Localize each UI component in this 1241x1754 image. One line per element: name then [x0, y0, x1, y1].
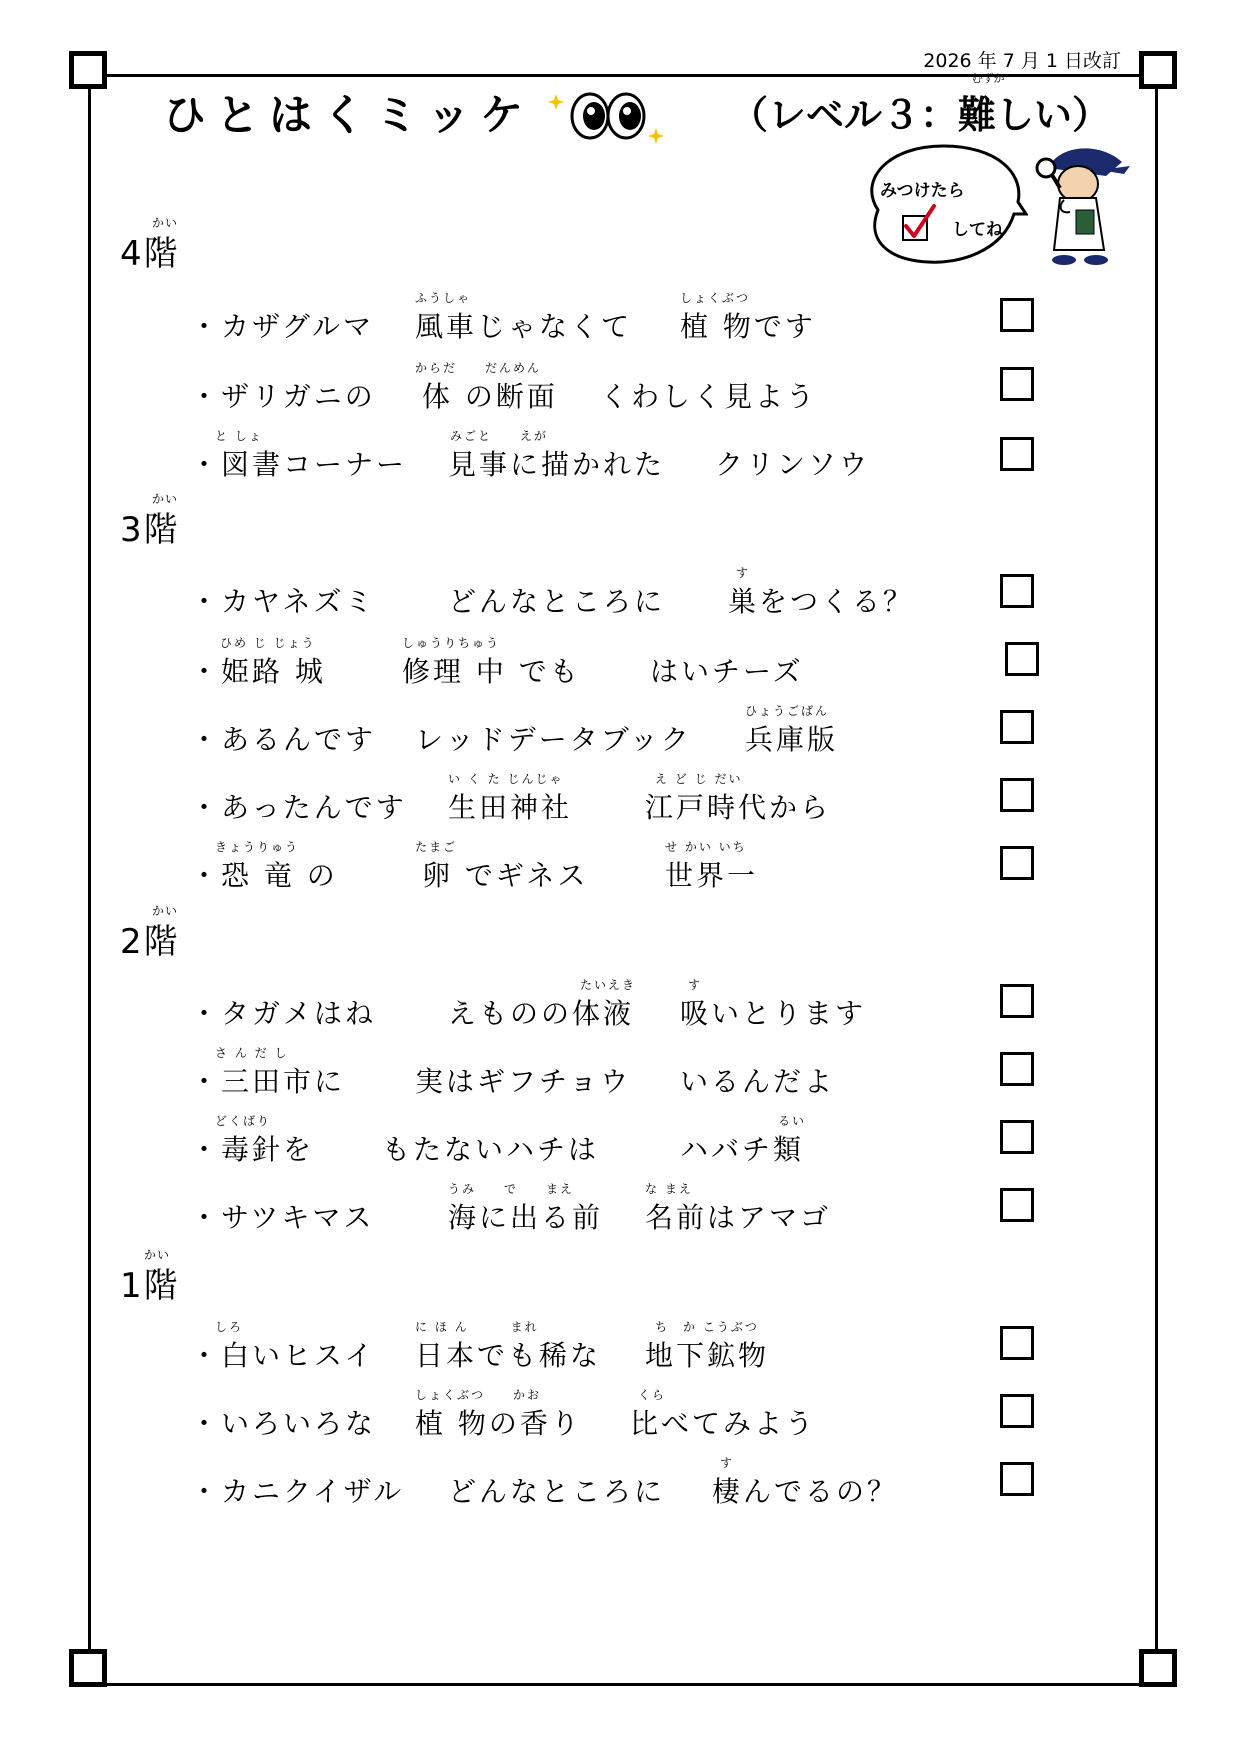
- item-ruby-c: す: [720, 1456, 735, 1470]
- item-text: ・カヤネズミ: [190, 585, 376, 618]
- bubble-line1: みつけたら: [880, 181, 965, 201]
- item-text: ・タガメはね: [190, 997, 377, 1030]
- item-phrase-c: 吸いとります: [680, 997, 867, 1030]
- item-ruby-a: ひめ じ じょう: [220, 636, 316, 650]
- floor-3-ruby: かい: [152, 492, 179, 506]
- checkbox[interactable]: [1000, 778, 1034, 812]
- item-ruby-c: るい: [778, 1114, 807, 1128]
- item-phrase-b: 体 の断面: [422, 380, 558, 413]
- item-ruby-a: どくばり: [215, 1114, 272, 1128]
- bubble-line2: してね: [952, 220, 1003, 240]
- checkmark-icon: [900, 204, 938, 244]
- item-ruby-c: え ど じ だい: [655, 772, 743, 786]
- item-phrase-c: 地下鉱物: [645, 1339, 770, 1372]
- checkbox[interactable]: [1000, 1188, 1034, 1222]
- checkbox[interactable]: [1000, 437, 1034, 471]
- item-phrase-c: 兵庫版: [745, 723, 839, 756]
- item-text: ・サツキマス: [190, 1201, 375, 1234]
- item-text: ・姫路 城: [190, 655, 326, 688]
- checkbox[interactable]: [1000, 984, 1034, 1018]
- item-phrase-b: もたないハチは: [382, 1133, 600, 1166]
- checkbox[interactable]: [1000, 710, 1034, 744]
- checkbox[interactable]: [1000, 846, 1034, 880]
- item-phrase-b: 日本でも稀な: [415, 1339, 602, 1372]
- item-phrase-c: 江戸時代から: [645, 791, 832, 824]
- item-ruby-b: みごと えが: [450, 429, 549, 443]
- floor-4-label: 4階: [120, 234, 180, 274]
- item-text: ・図書コーナー: [190, 448, 408, 481]
- revision-date: 2026 年 7 月 1 日改訂: [923, 50, 1121, 72]
- level-label: [730, 72, 1111, 139]
- item-phrase-c: 棲んでるの？: [712, 1475, 899, 1508]
- item-ruby-b: うみ で まえ: [448, 1182, 575, 1196]
- level-hard-text: 難しい: [958, 93, 1073, 137]
- item-ruby-b: たいえき: [580, 978, 637, 992]
- item-phrase-c: 世界一: [665, 859, 759, 892]
- level-open: （レベル３：: [730, 93, 959, 137]
- item-ruby-c: す: [688, 978, 703, 992]
- item-ruby-a: さ ん だ し: [215, 1046, 289, 1060]
- item-ruby-c: しょくぶつ: [680, 291, 751, 305]
- item-ruby-b: しょくぶつ かお: [415, 1388, 542, 1402]
- item-text: ・いろいろな: [190, 1407, 377, 1440]
- frame-corner-bottom-left: [69, 1649, 107, 1687]
- item-phrase-b: どんなところに: [448, 1475, 666, 1508]
- item-phrase-b: レッドデータブック: [415, 723, 692, 756]
- item-ruby-a: きょうりゅう: [215, 840, 300, 854]
- item-ruby-c: な まえ: [645, 1182, 693, 1196]
- frame-corner-top-left: [69, 51, 107, 89]
- floor-2-ruby: かい: [152, 904, 179, 918]
- floor-2-heading: [120, 904, 180, 963]
- item-text: ・白いヒスイ: [190, 1339, 376, 1372]
- level-hard-ruby: むずか: [971, 72, 1005, 85]
- item-phrase-b: 生田神社: [448, 791, 573, 824]
- checkbox[interactable]: [1000, 574, 1034, 608]
- item-ruby-a: と しょ: [215, 429, 263, 443]
- item-ruby-b: たまご: [415, 840, 458, 854]
- item-ruby-c: ひょうごばん: [745, 704, 830, 718]
- level-close: ）: [1072, 93, 1111, 137]
- item-phrase-c: 植 物です: [680, 310, 816, 343]
- item-phrase-b: 見事に描かれた: [448, 448, 666, 481]
- item-ruby-b: い く た じんじゃ: [448, 772, 564, 786]
- item-text: ・カザグルマ: [190, 310, 375, 343]
- checkbox[interactable]: [1000, 1326, 1034, 1360]
- checkbox[interactable]: [1005, 642, 1039, 676]
- floor-3-label: 3階: [120, 510, 180, 550]
- item-text: ・恐 竜 の: [190, 859, 338, 892]
- item-text: ・あったんです: [190, 791, 407, 824]
- item-ruby-b: しゅうりちゅう: [402, 636, 501, 650]
- item-ruby-c: す: [736, 566, 751, 580]
- item-phrase-b: 植 物の香り: [415, 1407, 582, 1440]
- level-hard: [958, 72, 1073, 139]
- speech-bubble: [858, 140, 1028, 268]
- checkbox[interactable]: [1000, 1394, 1034, 1428]
- item-phrase-c: ハバチ類: [680, 1133, 805, 1166]
- page-title: ひとはくミッケ: [163, 91, 534, 141]
- item-text: ・三田市に: [190, 1065, 346, 1098]
- scientist-icon: [1030, 140, 1134, 268]
- item-text: ・ザリガニの: [190, 380, 376, 413]
- item-phrase-b: 実はギフチョウ: [415, 1065, 632, 1098]
- floor-2-label: 2階: [120, 922, 180, 962]
- floor-3-heading: [120, 492, 180, 551]
- checkbox[interactable]: [1000, 1052, 1034, 1086]
- eyes-icon: [548, 84, 668, 148]
- item-phrase-b: 卵 でギネス: [422, 859, 589, 892]
- item-ruby-c: せ かい いち: [665, 840, 747, 854]
- floor-4-heading: [120, 216, 180, 275]
- item-phrase-b: えものの体液: [448, 997, 635, 1030]
- item-ruby-c: くら: [638, 1388, 667, 1402]
- floor-4-ruby: かい: [152, 216, 179, 230]
- item-phrase-b: 風車じゃなくて: [415, 310, 633, 343]
- item-ruby-c: ち か こうぶつ: [655, 1320, 759, 1334]
- floor-1-ruby: かい: [144, 1248, 171, 1262]
- floor-1-label: 1階: [120, 1266, 180, 1306]
- item-phrase-c: はいチーズ: [650, 655, 804, 688]
- item-phrase-c: クリンソウ: [715, 448, 871, 481]
- item-text: ・カニクイザル: [190, 1475, 405, 1508]
- checkbox[interactable]: [1000, 367, 1034, 401]
- item-phrase-c: 巣をつくる？: [728, 585, 915, 618]
- item-phrase-c: くわしく見よう: [600, 380, 818, 413]
- item-text: ・毒針を: [190, 1133, 315, 1166]
- item-ruby-b: からだ だんめん: [415, 361, 542, 375]
- item-ruby-b: ふうしゃ: [415, 291, 472, 305]
- checkbox[interactable]: [1000, 1120, 1034, 1154]
- item-phrase-b: どんなところに: [448, 585, 666, 618]
- frame-corner-bottom-right: [1139, 1649, 1177, 1687]
- item-ruby-b: に ほ ん まれ: [415, 1320, 539, 1334]
- item-phrase-c: いるんだよ: [680, 1065, 836, 1098]
- frame-corner-top-right: [1139, 51, 1177, 89]
- floor-1-heading: [120, 1248, 180, 1307]
- item-phrase-b: 海に出る前: [448, 1201, 604, 1234]
- item-phrase-c: 名前はアマゴ: [645, 1201, 832, 1234]
- checkbox[interactable]: [1000, 298, 1034, 332]
- item-text: ・あるんです: [190, 723, 377, 756]
- item-phrase-c: 比べてみよう: [630, 1407, 817, 1440]
- item-ruby-a: しろ: [215, 1320, 244, 1334]
- item-phrase-b: 修理 中 でも: [402, 655, 581, 688]
- checkbox[interactable]: [1000, 1462, 1034, 1496]
